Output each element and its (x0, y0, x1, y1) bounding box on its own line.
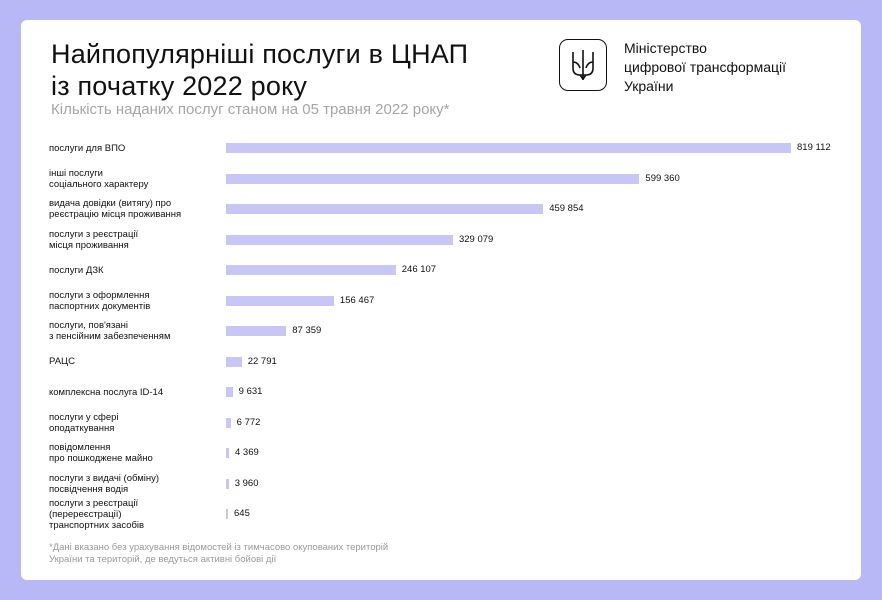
bar (226, 326, 286, 336)
ministry-line-3: України (624, 78, 674, 94)
value-label: 4 369 (235, 447, 259, 458)
bar (226, 143, 791, 153)
category-label: РАЦС (49, 356, 75, 367)
category-label: видача довідки (витягу) про реєстрацію місця проживання (49, 198, 182, 220)
value-label: 6 772 (236, 416, 261, 428)
bar (226, 204, 543, 214)
value-label: 459 854 (549, 203, 584, 214)
bar (226, 235, 453, 245)
trident-icon (559, 39, 607, 91)
category-label: інші послуги соціального характеру (49, 167, 149, 190)
value-label: 645 (234, 508, 250, 519)
ministry-line-2: цифрової трансформації (624, 59, 787, 75)
bar (226, 174, 639, 184)
bar (226, 387, 233, 397)
bar (226, 296, 334, 306)
value-label: 599 360 (645, 172, 680, 184)
category-label: послуги для ВПО (49, 142, 126, 154)
value-label: 246 107 (401, 264, 437, 275)
subtitle: Кількість наданих послуг станом на 05 травня 2022 року* (51, 101, 450, 118)
bar-chart (21, 132, 861, 542)
value-label: 329 079 (458, 233, 494, 245)
title-line-1: Найпопулярніші послуги в ЦНАП (51, 39, 469, 69)
bar (226, 509, 228, 519)
category-label: послуги, пов'язані з пенсійним забезпеченням (49, 320, 171, 342)
category-label: послуги з реєстрації місця проживання (49, 228, 139, 251)
bar (226, 265, 396, 275)
value-label: 156 467 (339, 294, 375, 306)
category-label: повідомлення про пошкоджене майно (49, 442, 153, 464)
value-label: 9 631 (238, 386, 263, 397)
category-label: послуги з видачі (обміну) посвідчення водія (49, 472, 160, 495)
category-label: послуги з оформлення паспортних документів (49, 289, 151, 312)
value-label: 22 791 (247, 355, 277, 367)
category-label: послуги у сфері оподаткування (49, 411, 119, 434)
bar (226, 418, 231, 428)
category-label: послуги ДЗК (49, 264, 104, 276)
bar (226, 479, 229, 489)
value-label: 819 112 (797, 142, 831, 153)
title-line-2: із початку 2022 року (51, 71, 308, 101)
category-label: комплексна послуга ID-14 (49, 386, 164, 398)
category-label: послуги з реєстрації (перереєстрації) транспортних засобів (49, 497, 145, 531)
page-title (51, 38, 571, 102)
value-label: 87 359 (292, 325, 322, 336)
bar (226, 448, 229, 458)
ministry-line-1: Міністерство (624, 40, 707, 56)
footnote: *Дані вказано без урахування відомостей із тимчасово окупованих територій України та територій, де ведуться активні бойові дії (49, 542, 389, 565)
infographic-card (21, 20, 861, 580)
value-label: 3 960 (234, 477, 259, 489)
ministry-name (624, 39, 834, 96)
bar (226, 357, 242, 367)
